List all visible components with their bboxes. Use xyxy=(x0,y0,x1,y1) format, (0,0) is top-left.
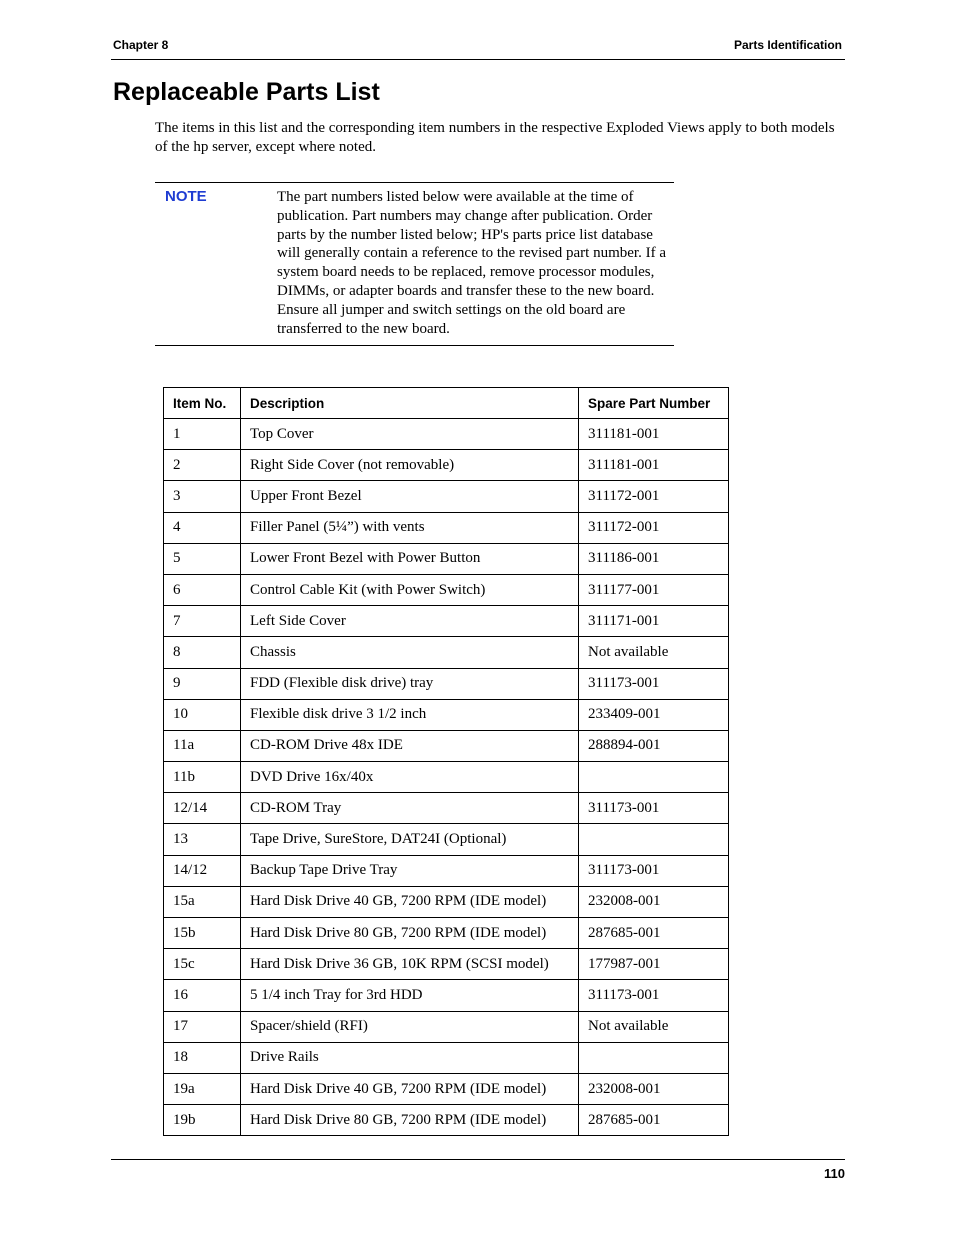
description-cell: Tape Drive, SureStore, DAT24I (Optional) xyxy=(241,824,579,855)
part-number-cell: 311173-001 xyxy=(579,793,729,824)
part-number-cell: 287685-001 xyxy=(579,1105,729,1136)
description-cell: Chassis xyxy=(241,637,579,668)
description-cell: Backup Tape Drive Tray xyxy=(241,855,579,886)
table-row xyxy=(164,481,729,512)
item-number-cell: 18 xyxy=(164,1042,241,1073)
page-title: Replaceable Parts List xyxy=(113,78,380,106)
item-number-cell: 15c xyxy=(164,949,241,980)
description-cell: Hard Disk Drive 40 GB, 7200 RPM (IDE model) xyxy=(241,886,579,917)
item-number-cell: 16 xyxy=(164,980,241,1011)
description-cell: Top Cover xyxy=(241,419,579,450)
part-number-cell: 311171-001 xyxy=(579,606,729,637)
table-row xyxy=(164,450,729,481)
part-number-cell xyxy=(579,762,729,793)
description-cell: Hard Disk Drive 80 GB, 7200 RPM (IDE model) xyxy=(241,1105,579,1136)
table-row xyxy=(164,512,729,543)
item-number-cell: 17 xyxy=(164,1011,241,1042)
table-row xyxy=(164,918,729,949)
item-number-cell: 5 xyxy=(164,543,241,574)
description-cell: Right Side Cover (not removable) xyxy=(241,450,579,481)
description-cell: Flexible disk drive 3 1/2 inch xyxy=(241,699,579,730)
column-header-description: Description xyxy=(241,388,579,419)
part-number-cell: 311172-001 xyxy=(579,481,729,512)
header-divider xyxy=(111,59,845,60)
part-number-cell xyxy=(579,824,729,855)
intro-paragraph: The items in this list and the corresponding item numbers in the respective Exploded Views apply to both models of the hp server, except where noted. xyxy=(155,120,835,155)
parts-table xyxy=(163,387,729,1136)
description-cell: Left Side Cover xyxy=(241,606,579,637)
table-row xyxy=(164,949,729,980)
part-number-cell: 311181-001 xyxy=(579,450,729,481)
table-row xyxy=(164,606,729,637)
description-cell: CD-ROM Tray xyxy=(241,793,579,824)
description-cell: Drive Rails xyxy=(241,1042,579,1073)
description-cell: Hard Disk Drive 40 GB, 7200 RPM (IDE model) xyxy=(241,1073,579,1104)
item-number-cell: 11b xyxy=(164,762,241,793)
description-cell: 5 1/4 inch Tray for 3rd HDD xyxy=(241,980,579,1011)
table-row xyxy=(164,668,729,699)
part-number-cell: Not available xyxy=(579,637,729,668)
note-label: NOTE xyxy=(165,188,207,205)
part-number-cell: 311173-001 xyxy=(579,980,729,1011)
page-number: 110 xyxy=(824,1166,845,1181)
part-number-cell: Not available xyxy=(579,1011,729,1042)
table-row xyxy=(164,824,729,855)
description-cell: Upper Front Bezel xyxy=(241,481,579,512)
description-cell: Hard Disk Drive 36 GB, 10K RPM (SCSI model) xyxy=(241,949,579,980)
part-number-cell: 311177-001 xyxy=(579,574,729,605)
item-number-cell: 10 xyxy=(164,699,241,730)
table-row xyxy=(164,419,729,450)
part-number-cell: 177987-001 xyxy=(579,949,729,980)
description-cell: Lower Front Bezel with Power Button xyxy=(241,543,579,574)
table-row xyxy=(164,637,729,668)
table-row xyxy=(164,855,729,886)
item-number-cell: 15b xyxy=(164,918,241,949)
part-number-cell: 311186-001 xyxy=(579,543,729,574)
table-row xyxy=(164,543,729,574)
column-header-spare-part-number: Spare Part Number xyxy=(579,388,729,419)
description-cell: DVD Drive 16x/40x xyxy=(241,762,579,793)
part-number-cell xyxy=(579,1042,729,1073)
column-header-item-no: Item No. xyxy=(164,388,241,419)
description-cell: Control Cable Kit (with Power Switch) xyxy=(241,574,579,605)
table-row xyxy=(164,1073,729,1104)
item-number-cell: 15a xyxy=(164,886,241,917)
item-number-cell: 7 xyxy=(164,606,241,637)
table-row xyxy=(164,1042,729,1073)
table-row xyxy=(164,699,729,730)
item-number-cell: 8 xyxy=(164,637,241,668)
table-row xyxy=(164,1011,729,1042)
description-cell: Filler Panel (5¼”) with vents xyxy=(241,512,579,543)
item-number-cell: 9 xyxy=(164,668,241,699)
description-cell: Hard Disk Drive 80 GB, 7200 RPM (IDE model) xyxy=(241,918,579,949)
table-row xyxy=(164,762,729,793)
item-number-cell: 11a xyxy=(164,730,241,761)
table-row xyxy=(164,886,729,917)
table-row xyxy=(164,574,729,605)
note-text: The part numbers listed below were available at the time of publication. Part numbers may change after publication. Order parts by the number listed below; HP's parts price list database will generally contain a reference to the revised part number. If a system board needs to be replaced, remove processor modules, DIMMs, or adapter boards and transfer these to the new board. Ensure all jumper and switch settings on the old board are transferred to the new board. xyxy=(277,189,666,337)
table-row xyxy=(164,730,729,761)
item-number-cell: 12/14 xyxy=(164,793,241,824)
item-number-cell: 2 xyxy=(164,450,241,481)
item-number-cell: 1 xyxy=(164,419,241,450)
item-number-cell: 3 xyxy=(164,481,241,512)
item-number-cell: 19b xyxy=(164,1105,241,1136)
part-number-cell: 288894-001 xyxy=(579,730,729,761)
item-number-cell: 19a xyxy=(164,1073,241,1104)
footer-divider xyxy=(111,1159,845,1160)
section-label: Parts Identification xyxy=(733,38,842,52)
table-header-row xyxy=(164,388,729,419)
item-number-cell: 13 xyxy=(164,824,241,855)
item-number-cell: 14/12 xyxy=(164,855,241,886)
description-cell: Spacer/shield (RFI) xyxy=(241,1011,579,1042)
table-row xyxy=(164,793,729,824)
description-cell: CD-ROM Drive 48x IDE xyxy=(241,730,579,761)
table-row xyxy=(164,1105,729,1136)
part-number-cell: 311181-001 xyxy=(579,419,729,450)
part-number-cell: 311173-001 xyxy=(579,855,729,886)
part-number-cell: 233409-001 xyxy=(579,699,729,730)
chapter-label: Chapter 8 xyxy=(113,38,169,52)
part-number-cell: 311173-001 xyxy=(579,668,729,699)
description-cell: FDD (Flexible disk drive) tray xyxy=(241,668,579,699)
table-row xyxy=(164,980,729,1011)
part-number-cell: 232008-001 xyxy=(579,1073,729,1104)
note-box xyxy=(155,182,674,346)
part-number-cell: 287685-001 xyxy=(579,918,729,949)
part-number-cell: 232008-001 xyxy=(579,886,729,917)
item-number-cell: 6 xyxy=(164,574,241,605)
part-number-cell: 311172-001 xyxy=(579,512,729,543)
item-number-cell: 4 xyxy=(164,512,241,543)
